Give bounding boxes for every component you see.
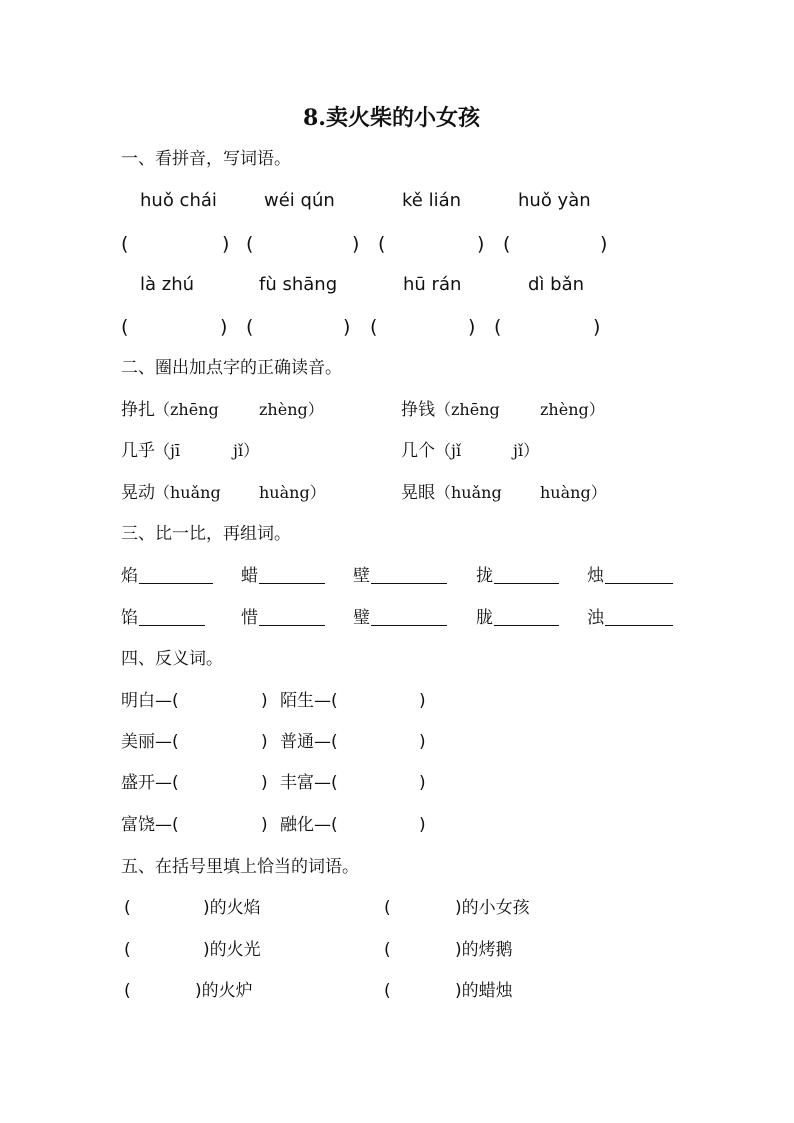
pinyin-option: （huǎng bbox=[435, 483, 502, 502]
pinyin-item: huǒ yàn bbox=[518, 190, 591, 211]
answer-open-paren: ( bbox=[121, 316, 129, 338]
answer-close-paren: ) bbox=[593, 316, 601, 338]
word-label: 晃眼 bbox=[401, 483, 435, 503]
pinyin-item: dì bǎn bbox=[528, 274, 585, 295]
word-label: 几个 bbox=[401, 441, 435, 461]
char-label: 蜡 bbox=[241, 566, 258, 586]
answer-close-paren: ) bbox=[220, 316, 228, 338]
answer-close-paren: ) bbox=[352, 233, 360, 255]
answer-open-paren: ( bbox=[494, 316, 502, 338]
char-label: 胧 bbox=[476, 608, 493, 628]
char-label: 壁 bbox=[353, 566, 370, 586]
word-label: 几乎 bbox=[121, 441, 155, 461]
antonym-prompt: 明白—( bbox=[121, 691, 179, 711]
antonym-prompt: 普通—( bbox=[280, 732, 338, 752]
char-label: 璧 bbox=[353, 608, 370, 628]
answer-open-paren: ( bbox=[246, 316, 254, 338]
pinyin-item: fù shāng bbox=[259, 274, 338, 295]
pinyin-option: zhèng） bbox=[540, 400, 605, 419]
answer-line[interactable] bbox=[139, 566, 213, 584]
antonym-prompt: 丰富—( bbox=[280, 773, 338, 793]
antonym-close: ) bbox=[261, 732, 268, 752]
char-label: 烛 bbox=[587, 566, 604, 586]
answer-open-paren: ( bbox=[503, 233, 511, 255]
pinyin-option: （zhēng bbox=[154, 400, 219, 419]
antonym-prompt: 盛开—( bbox=[121, 773, 179, 793]
antonym-close: ) bbox=[261, 773, 268, 793]
answer-close-paren: ) bbox=[343, 316, 351, 338]
fill-phrase: )的火炉 bbox=[195, 981, 253, 1001]
answer-line[interactable] bbox=[494, 566, 559, 584]
fill-phrase: )的火焰 bbox=[203, 898, 261, 918]
section-4-heading: 四、反义词。 bbox=[121, 649, 223, 669]
answer-line[interactable] bbox=[139, 608, 205, 626]
antonym-prompt: 美丽—( bbox=[121, 732, 179, 752]
antonym-prompt: 富饶—( bbox=[121, 815, 179, 835]
word-label: 挣扎 bbox=[121, 400, 155, 420]
char-label: 馅 bbox=[121, 608, 138, 628]
antonym-close: ) bbox=[419, 732, 426, 752]
pinyin-item: là zhú bbox=[140, 274, 195, 295]
pinyin-option: （jǐ bbox=[435, 441, 462, 460]
answer-line[interactable] bbox=[259, 608, 325, 626]
answer-close-paren: ) bbox=[222, 233, 230, 255]
answer-close-paren: ) bbox=[600, 233, 608, 255]
char-label: 拢 bbox=[476, 566, 493, 586]
answer-line[interactable] bbox=[605, 566, 673, 584]
fill-open-paren: ( bbox=[124, 981, 131, 1001]
answer-open-paren: ( bbox=[370, 316, 378, 338]
word-label: 晃动 bbox=[121, 483, 155, 503]
antonym-close: ) bbox=[261, 691, 268, 711]
answer-open-paren: ( bbox=[246, 233, 254, 255]
pinyin-option: jǐ） bbox=[233, 441, 260, 460]
answer-open-paren: ( bbox=[378, 233, 386, 255]
antonym-close: ) bbox=[261, 815, 268, 835]
page-title: 8.卖火柴的小女孩 bbox=[303, 105, 480, 131]
section-3-heading: 三、比一比，再组词。 bbox=[121, 524, 291, 544]
pinyin-item: wéi qún bbox=[264, 190, 335, 211]
pinyin-item: hū rán bbox=[403, 274, 462, 295]
fill-phrase: )的烤鹅 bbox=[455, 940, 513, 960]
fill-phrase: )的火光 bbox=[203, 940, 261, 960]
section-2-heading: 二、圈出加点字的正确读音。 bbox=[121, 358, 342, 378]
answer-line[interactable] bbox=[371, 566, 447, 584]
fill-phrase: )的蜡烛 bbox=[455, 981, 513, 1001]
pinyin-option: huàng） bbox=[259, 483, 326, 502]
antonym-prompt: 融化—( bbox=[280, 815, 338, 835]
section-1-heading: 一、看拼音，写词语。 bbox=[121, 149, 291, 169]
char-label: 惜 bbox=[241, 608, 258, 628]
section-5-heading: 五、在括号里填上恰当的词语。 bbox=[121, 857, 359, 877]
answer-close-paren: ) bbox=[477, 233, 485, 255]
answer-line[interactable] bbox=[494, 608, 559, 626]
answer-line[interactable] bbox=[371, 608, 447, 626]
word-label: 挣钱 bbox=[401, 400, 435, 420]
pinyin-option: （jī bbox=[154, 441, 181, 460]
pinyin-option: huàng） bbox=[540, 483, 607, 502]
fill-open-paren: ( bbox=[384, 981, 391, 1001]
pinyin-option: （zhēng bbox=[435, 400, 500, 419]
fill-open-paren: ( bbox=[384, 898, 391, 918]
answer-close-paren: ) bbox=[468, 316, 476, 338]
answer-line[interactable] bbox=[605, 608, 673, 626]
fill-open-paren: ( bbox=[124, 940, 131, 960]
pinyin-option: jǐ） bbox=[513, 441, 540, 460]
antonym-close: ) bbox=[419, 691, 426, 711]
pinyin-option: zhèng） bbox=[259, 400, 324, 419]
answer-line[interactable] bbox=[259, 566, 325, 584]
pinyin-option: （huǎng bbox=[154, 483, 221, 502]
answer-open-paren: ( bbox=[121, 233, 129, 255]
fill-open-paren: ( bbox=[124, 898, 131, 918]
fill-open-paren: ( bbox=[384, 940, 391, 960]
pinyin-item: huǒ chái bbox=[140, 190, 217, 211]
pinyin-item: kě lián bbox=[402, 190, 462, 211]
fill-phrase: )的小女孩 bbox=[455, 898, 530, 918]
antonym-prompt: 陌生—( bbox=[280, 691, 338, 711]
antonym-close: ) bbox=[419, 773, 426, 793]
char-label: 浊 bbox=[587, 608, 604, 628]
char-label: 焰 bbox=[121, 566, 138, 586]
antonym-close: ) bbox=[419, 815, 426, 835]
